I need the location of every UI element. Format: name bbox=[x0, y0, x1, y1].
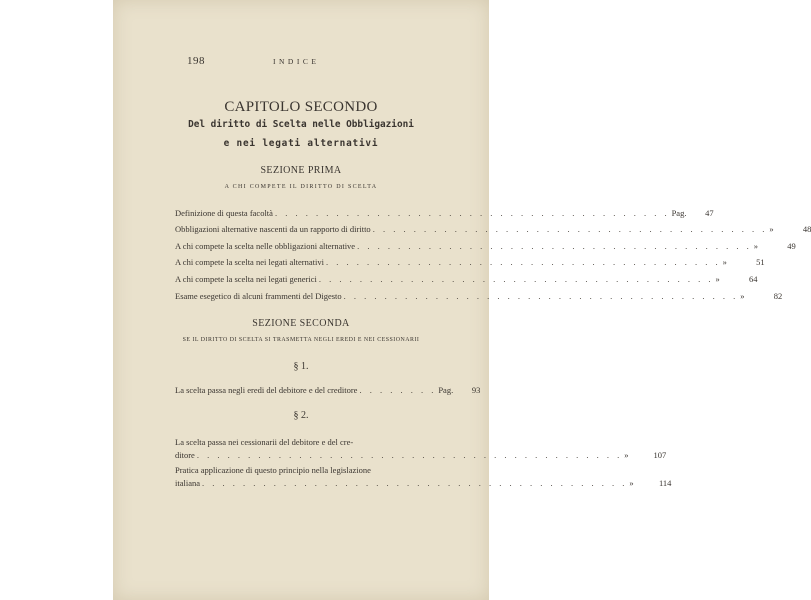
toc-entry-page: 49 bbox=[787, 241, 796, 251]
toc-entry-text-line1: Pratica applicazione di questo principio nella legislazione bbox=[175, 465, 371, 475]
toc-entry-page: 64 bbox=[748, 274, 758, 284]
toc-entry-indicator: » bbox=[629, 478, 634, 488]
leader-dots: . . . . . . . . bbox=[359, 385, 437, 395]
chapter-subtitle-line2: e nei legati alternativi bbox=[223, 138, 379, 149]
paragraph2-heading: § 2. bbox=[293, 410, 309, 421]
book-page bbox=[113, 0, 811, 600]
section2-subtitle: SE IL DIRITTO DI SCELTA SI TRASMETTA NEGLI EREDI E NEI CESSIONARII bbox=[182, 337, 420, 343]
toc-entry-text: A chi compete la scelta nei legati alternativi bbox=[175, 257, 324, 267]
toc-entry-indicator: » bbox=[769, 224, 774, 234]
toc-entry-text: La scelta passa negli eredi del debitore e del creditore bbox=[175, 385, 358, 395]
toc-entry-text: Obbligazioni alternative nascenti da un rapporto di diritto bbox=[175, 224, 371, 234]
toc-entry-indicator: » bbox=[624, 450, 629, 460]
section2-title: SEZIONE SECONDA bbox=[252, 318, 350, 329]
toc-entry bbox=[175, 385, 481, 398]
toc-entry-page: 48 bbox=[802, 224, 811, 234]
toc-entry-indicator: » bbox=[722, 257, 727, 267]
chapter-subtitle-line1: Del diritto di Scelta nelle Obbligazioni bbox=[188, 119, 414, 130]
leader-dots: . . . . . . . . . . . . . . . . . . . . . . . . . . . . . . . . . . . . . . . bbox=[325, 257, 721, 267]
leader-dots: . . . . . . . . . . . . . . . . . . . . . . . . . . . . . . . . . . . . . . . . . . bbox=[202, 478, 628, 488]
leader-dots: . . . . . . . . . . . . . . . . . . . . . . . . . . . . . . . . . . . . . . . . . . bbox=[196, 450, 623, 460]
section1-subtitle: A CHI COMPETE IL DIRITTO DI SCELTA bbox=[224, 184, 378, 190]
toc-entry bbox=[175, 478, 672, 491]
toc-entry-page: 51 bbox=[756, 257, 765, 267]
leader-dots: . . . . . . . . . . . . . . . . . . . . . . . . . . . . . . . . . . . . . . . bbox=[357, 241, 752, 251]
toc-entry-indicator: Pag. bbox=[438, 385, 454, 395]
toc-entry-text: Esame esegetico di alcuni frammenti del Digesto bbox=[175, 291, 342, 301]
page-number: 198 bbox=[187, 55, 205, 67]
toc-entry-text: A chi compete la scelta nei legati generici bbox=[175, 274, 317, 284]
toc-entry bbox=[175, 450, 667, 463]
leader-dots: . . . . . . . . . . . . . . . . . . . . . . . . . . . . . . . . . . . . . . . bbox=[372, 224, 768, 234]
toc-entry-page: 107 bbox=[653, 450, 667, 460]
toc-entry-page: 114 bbox=[658, 478, 672, 488]
leader-dots: . . . . . . . . . . . . . . . . . . . . . . . . . . . . . . . . . . . . . . . bbox=[343, 291, 739, 301]
toc-entry bbox=[175, 208, 714, 221]
toc-entry-indicator: » bbox=[753, 241, 758, 251]
toc-entry-indicator: » bbox=[715, 274, 720, 284]
paragraph1-heading: § 1. bbox=[293, 361, 309, 372]
toc-entry bbox=[175, 257, 765, 270]
toc-entry-page: 47 bbox=[705, 208, 714, 218]
toc-entry-text-line1: La scelta passa nei cessionarii del debitore e del cre- bbox=[175, 437, 354, 447]
toc-entry bbox=[175, 291, 783, 304]
leader-dots: . . . . . . . . . . . . . . . . . . . . . . . . . . . . . . . . . . . . . . . bbox=[274, 208, 670, 218]
toc-entry-indicator: Pag. bbox=[671, 208, 687, 218]
leader-dots: . . . . . . . . . . . . . . . . . . . . . . . . . . . . . . . . . . . . . . . bbox=[318, 274, 714, 284]
toc-entry-text-line2: italiana bbox=[175, 478, 201, 488]
section1-title: SEZIONE PRIMA bbox=[260, 165, 342, 176]
toc-entry-indicator: » bbox=[740, 291, 745, 301]
toc-entry-text: Definizione di questa facoltà bbox=[175, 208, 273, 218]
running-title: INDICE bbox=[273, 57, 320, 66]
toc-entry-text-line2: ditore bbox=[175, 450, 195, 460]
toc-entry bbox=[175, 274, 758, 287]
toc-entry-page: 82 bbox=[773, 291, 783, 301]
toc-entry bbox=[175, 241, 796, 254]
chapter-title: CAPITOLO SECONDO bbox=[224, 99, 378, 115]
toc-entry-page: 93 bbox=[471, 385, 481, 395]
toc-entry bbox=[175, 224, 811, 237]
toc-entry-text: A chi compete la scelta nelle obbligazioni alternative bbox=[175, 241, 356, 251]
